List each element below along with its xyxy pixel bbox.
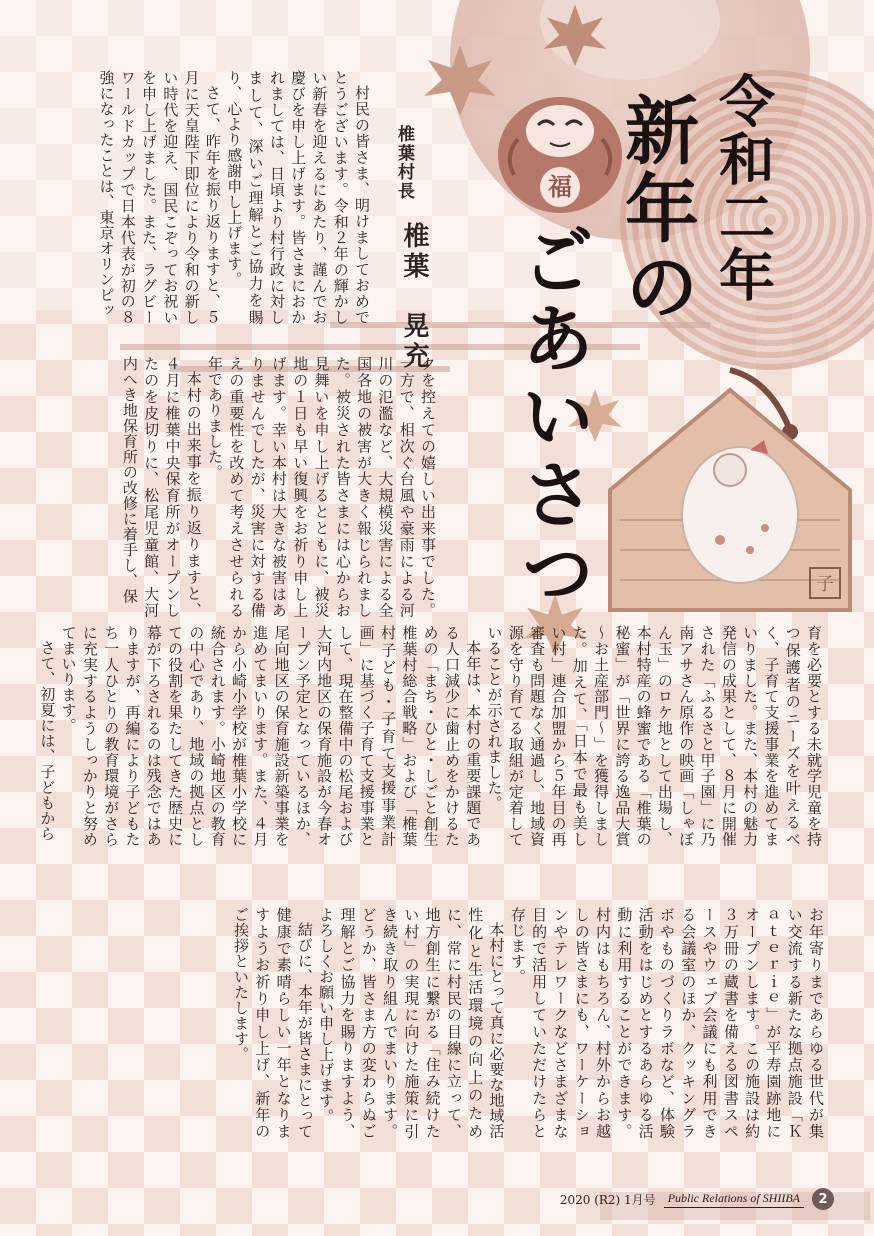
daruma-fuku-char: 福 — [548, 173, 572, 201]
paragraph: 本年は、本村の重要課題である人口減少に歯止めをかけるための「まち・ひと・しごと創生椎葉村総合戦略」および「椎葉村子ども・子育て支援事業計画」に基づく子育て支援事業として、現在整備中の松尾および大河内地区の保育施設が今春オープン予定となっているほか、尾向地区の保育施設新築事業を進めてまいります。また、４月から小崎小学校が椎葉小学校に統合されます。小崎地区の教育の中心であり、地域の拠点としての役割を果たしてきた歴史に幕が下ろされるのは残念ではありますが、再編により子どもたち一人ひとりの教育環境がさらに充実するようしっかりと努めてまいります。 — [59, 625, 483, 847]
publication-name: Public Relations of SHIIBA — [664, 1191, 804, 1208]
body-lower-left — [231, 907, 826, 1139]
paragraph: 村民の皆さま、明けましておめでとうございます。令和２年の輝かしい新春を迎えるにあたり、謹んでお慶びを申し上げます。皆さまにおかれましては、日頃より村行政に対しまして、深いご理解とご協力を賜り、心より感謝申し上げます。 — [225, 70, 371, 325]
title-line-1: 令和二年 — [710, 72, 775, 304]
paragraph: お年寄りまであらゆる世代が集い交流する新たな拠点施設「Ｋａｔｅｒｉｅ」が平寿園跡地にオープンします。この施設は約３万冊の蔵書を備える図書スペースやウェブ会議にも利用できる会議室のほか、クッキングラボやものづくりラボなど、体験活動をはじめとするあらゆる活動に利用することができます。村内はもちろん、村外からお越しの皆さまにも、ワーケーションやテレワークなどさまざまな目的で活用していただけたらと存じます。 — [508, 907, 825, 1139]
ema-stamp-char: 子 — [816, 574, 834, 595]
issue-label: 2020 (R2) 1月号 — [559, 1192, 656, 1207]
author-name: 椎葉 晃充 — [399, 222, 429, 372]
paragraph: クを控えての嬉しい出来事でした。一方で、相次ぐ台風や豪雨による河川の氾濫など、大規模災害による全国各地の被害が大きく報じられました。被災された皆さまには心からお見舞いを申し上げるとともに、被災地の１日も早い復興をお祈り申し上げます。幸い本村は大きな被害はありませんでしたが、災害に対する備えの重要性を改めて考えさせられる年でありました。 — [206, 356, 437, 618]
page-number: 2 — [812, 1188, 834, 1210]
title-line-2: 新年の — [613, 92, 699, 326]
ema-plaque-illustration — [600, 350, 860, 630]
author-role: 椎葉村長 — [394, 125, 414, 201]
paragraph: さて、昨年を振り返りますと、５月に天皇陛下即位により令和の新しい時代を迎え、国民こぞってお祝いを申し上げました。また、ラグビーワールドカップで日本代表が初の８強になったことは、東京オリンピッ — [97, 70, 222, 325]
paragraph: 本村の出来事を振り返りますと、４月に椎葉中央保育所がオープンしたのを皮切りに、松尾児童館、大河内へき地保育所の改修に着手し、保 — [120, 356, 203, 618]
title-line-3: ごあいさつ — [509, 222, 595, 612]
paragraph: さて、初夏には、子どもから — [38, 640, 57, 842]
body-lower-right — [82, 356, 438, 618]
maple-leaf-icon — [540, 0, 610, 70]
paragraph: 育を必要とする未就学児童を持つ保護者のニーズを叶えるべく、子育て支援事業を進めてまいりました。また、本村の魅力発信の成果として、８月に開催された「ふるさと甲子園」に乃南アサさん原作の映画「しゃぼん玉」のロケ地として出場し、本村特産の蜂蜜である「椎葉の秘蜜」が「世界に誇る逸品大賞～お土産部門～」を獲得しました。加えて、「日本で最も美しい村」連合加盟から５年目の再審査も問題なく通過し、地域資源を守り育てる取組が定着していることが示されました。 — [485, 625, 823, 847]
paragraph: 結びに、本年が皆さまにとって健康で素晴らしい一年となりますようお祈り申し上げ、新年のご挨拶といたします。 — [231, 907, 314, 1139]
body-middle — [38, 625, 824, 847]
body-upper-right — [82, 70, 372, 325]
paragraph: 本村にとって真に必要な地域活性化と生活環境の向上のために、常に村民の目線に立って、地方創生に繋がる「住み続けたい村」の実現に向けた施策に引き続き取り組んでまいります。どうか、皆さま方の変わらぬご理解とご協力を賜りますよう、よろしくお願い申し上げます。 — [317, 907, 506, 1139]
page-footer — [560, 1188, 834, 1210]
maple-leaf-icon — [420, 40, 500, 120]
